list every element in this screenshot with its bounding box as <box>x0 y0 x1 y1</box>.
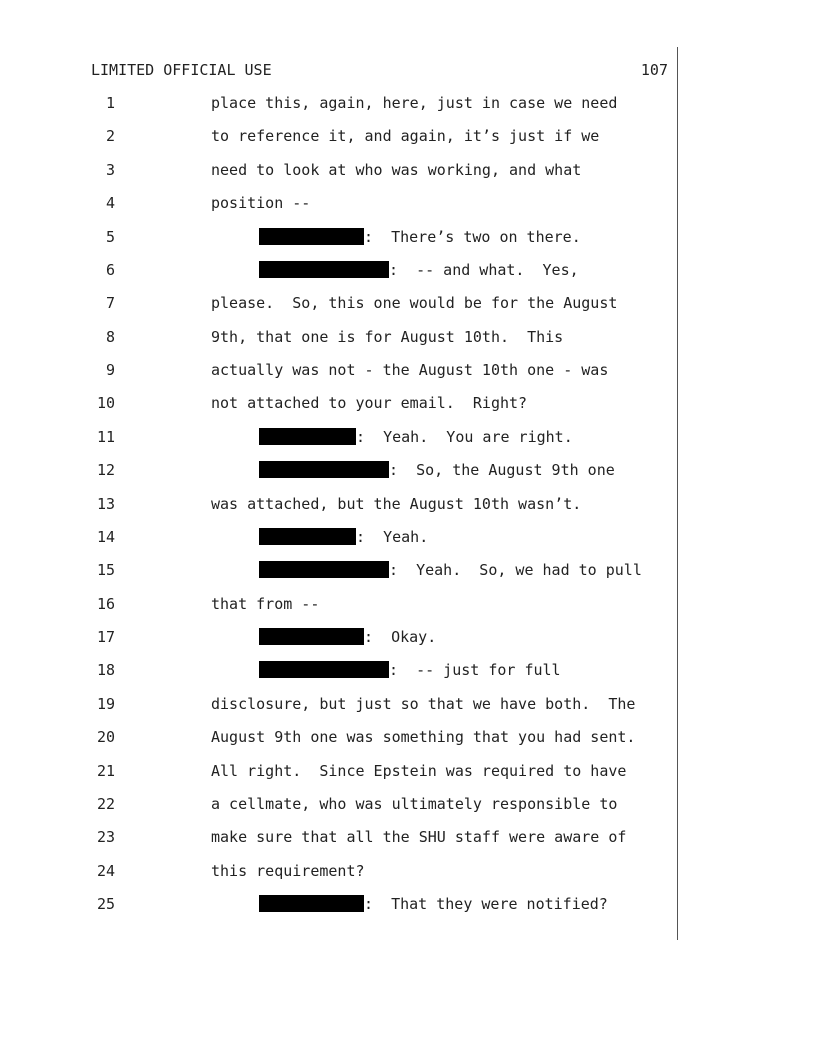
line-text <box>211 328 563 346</box>
page-number: 107 <box>640 61 668 79</box>
redacted-speaker-name <box>259 428 356 445</box>
line-number: 12 <box>96 461 115 480</box>
line-number: 14 <box>96 527 115 546</box>
line-number: 21 <box>96 761 115 780</box>
line-content: : -- and what. Yes, <box>389 260 579 279</box>
line-number: 16 <box>96 594 115 613</box>
transcript-line <box>0 595 816 615</box>
transcript-line <box>0 528 816 548</box>
line-text <box>211 862 365 880</box>
line-content: : -- just for full <box>389 661 561 680</box>
line-content: : Yeah. <box>356 527 429 546</box>
transcript-line <box>0 394 816 414</box>
line-content: place this, again, here, just in case we need <box>211 94 618 112</box>
classification-header: LIMITED OFFICIAL USE <box>91 61 272 79</box>
line-text <box>211 795 617 813</box>
transcript-line <box>0 161 816 181</box>
line-number: 5 <box>105 227 115 246</box>
line-content: that from -- <box>211 594 320 613</box>
line-text <box>211 361 608 379</box>
line-number: 1 <box>105 94 115 112</box>
speaker-line <box>259 528 428 546</box>
line-number: 7 <box>105 294 115 313</box>
line-number: 3 <box>105 160 115 179</box>
line-content: : So, the August 9th one <box>389 461 615 480</box>
line-text <box>211 161 581 179</box>
line-content: position -- <box>211 194 311 213</box>
line-content: August 9th one was something that you had sent. <box>211 728 636 747</box>
line-text <box>211 294 617 312</box>
transcript-line <box>0 428 816 448</box>
line-content: a cellmate, who was ultimately responsible to <box>211 794 618 813</box>
redacted-speaker-name <box>259 461 389 478</box>
speaker-line <box>259 561 642 579</box>
line-text <box>211 394 527 412</box>
redacted-speaker-name <box>259 661 389 678</box>
line-text <box>211 695 635 713</box>
line-number: 20 <box>96 728 115 747</box>
line-number: 17 <box>96 628 115 646</box>
transcript-line <box>0 895 816 915</box>
line-content: not attached to your email. Right? <box>211 394 528 413</box>
line-text <box>211 728 635 746</box>
transcript-line <box>0 661 816 681</box>
line-text <box>211 94 617 112</box>
speaker-line <box>259 661 561 679</box>
line-content: please. So, this one would be for the August <box>211 294 618 313</box>
line-number: 8 <box>105 327 115 346</box>
transcript-line <box>0 862 816 882</box>
line-number: 10 <box>96 394 115 413</box>
line-content: : Yeah. You are right. <box>356 427 573 446</box>
redacted-speaker-name <box>259 228 364 245</box>
line-content: : Yeah. So, we had to pull <box>389 561 642 580</box>
line-content: : That they were notified? <box>364 895 608 913</box>
transcript-line <box>0 728 816 748</box>
transcript-line <box>0 328 816 348</box>
line-text <box>211 127 599 145</box>
redacted-speaker-name <box>259 628 364 645</box>
line-content: All right. Since Epstein was required to have <box>211 761 627 780</box>
redacted-speaker-name <box>259 528 356 545</box>
transcript-line <box>0 695 816 715</box>
line-text <box>211 828 626 846</box>
line-text <box>211 595 319 613</box>
line-content: : There’s two on there. <box>364 227 581 246</box>
line-content: actually was not - the August 10th one - was <box>211 361 609 379</box>
transcript-line <box>0 94 816 114</box>
line-number: 24 <box>96 861 115 880</box>
transcript-line <box>0 561 816 581</box>
redacted-speaker-name <box>259 261 389 278</box>
line-number: 13 <box>96 494 115 513</box>
transcript-line <box>0 495 816 515</box>
line-number: 22 <box>96 794 115 813</box>
line-number: 19 <box>96 694 115 713</box>
line-content: to reference it, and again, it’s just if we <box>211 127 600 146</box>
transcript-line <box>0 762 816 782</box>
line-content: disclosure, but just so that we have both. The <box>211 694 636 713</box>
transcript-line <box>0 795 816 815</box>
transcript-line <box>0 628 816 648</box>
transcript-line <box>0 261 816 281</box>
redacted-speaker-name <box>259 561 389 578</box>
transcript-line <box>0 194 816 214</box>
line-number: 18 <box>96 661 115 680</box>
speaker-line <box>259 428 573 446</box>
transcript-line <box>0 828 816 848</box>
transcript-line <box>0 228 816 248</box>
line-content: 9th, that one is for August 10th. This <box>211 327 564 346</box>
line-number: 4 <box>105 194 115 213</box>
line-number: 25 <box>96 895 115 913</box>
line-number: 6 <box>105 260 115 279</box>
speaker-line <box>259 628 436 646</box>
transcript-line <box>0 461 816 481</box>
line-content: : Okay. <box>364 628 437 646</box>
line-text <box>211 762 626 780</box>
line-content: was attached, but the August 10th wasn’t. <box>211 494 582 513</box>
speaker-line <box>259 261 579 279</box>
transcript-line <box>0 361 816 381</box>
speaker-line <box>259 461 615 479</box>
speaker-line <box>259 228 581 246</box>
line-content: this requirement? <box>211 861 365 880</box>
redacted-speaker-name <box>259 895 364 912</box>
line-text <box>211 194 310 212</box>
line-content: need to look at who was working, and what <box>211 160 582 179</box>
line-number: 15 <box>96 561 115 580</box>
line-text <box>211 495 581 513</box>
line-number: 9 <box>105 361 115 379</box>
line-number: 2 <box>105 127 115 146</box>
line-content: make sure that all the SHU staff were aware of <box>211 828 627 847</box>
transcript-line <box>0 127 816 147</box>
transcript-line <box>0 294 816 314</box>
line-number: 23 <box>96 828 115 847</box>
speaker-line <box>259 895 608 913</box>
line-number: 11 <box>96 427 115 446</box>
